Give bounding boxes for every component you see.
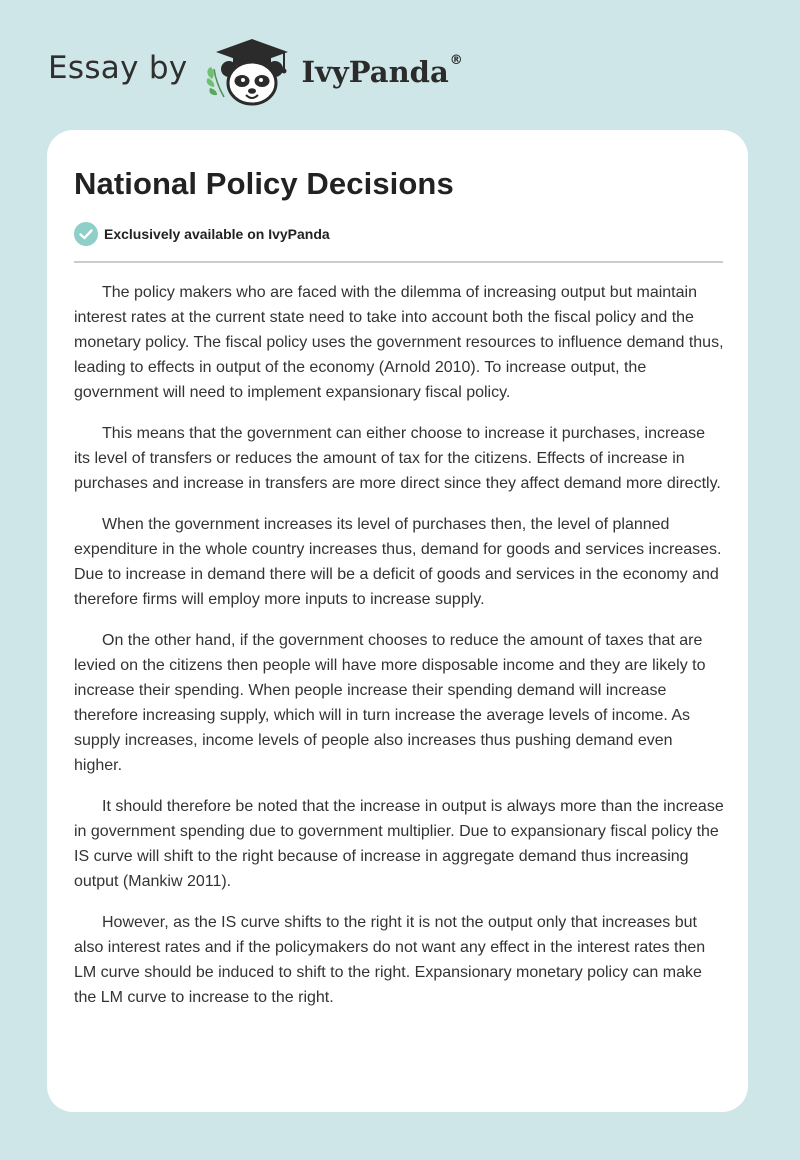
exclusive-badge-text: Exclusively available on IvyPanda [104, 226, 330, 242]
page-title: National Policy Decisions [74, 166, 454, 201]
paragraph: However, as the IS curve shifts to the right it is not the output only that increases but also interest rates and if the policymakers do not want any effect in the interest rates then LM curve should be induced to shift to the right. Expansionary monetary policy can make the LM curve to increase to the right. [74, 914, 706, 1006]
paragraph: The policy makers who are faced with the dilemma of increasing output but maintain interest rates at the current state need to take into account both the fiscal policy and the monetary policy. The fiscal policy uses the government resources to influence demand thus, leading to effects in output of the economy (Arnold 2010). To increase output, the government will need to implement expansionary fiscal policy. [74, 284, 724, 401]
exclusive-badge [74, 222, 330, 246]
brand-header[interactable] [48, 36, 463, 106]
paragraph: It should therefore be noted that the increase in output is always more than the increase in government spending due to government multiplier. Due to expansionary fiscal policy the IS curve will shift to the right because of increase in aggregate demand thus increasing output (Mankiw 2011). [74, 798, 724, 890]
paragraph: This means that the government can either choose to increase it purchases, increase its level of transfers or reduces the amount of tax for the citizens. Effects of increase in purchases and increase in transfers are more direct since they affect demand more directly. [74, 425, 721, 492]
panda-graduate-icon [202, 35, 298, 107]
brand-name: IvyPanda® [301, 53, 463, 89]
essay-body [74, 280, 724, 1026]
brand-prefix: Essay by [48, 50, 188, 86]
paragraph: On the other hand, if the government chooses to reduce the amount of taxes that are levied on the citizens then people will have more disposable income and they are likely to increase their spending. When people increase their spending demand will increase therefore increasing supply, which will in turn increase the average levels of income. As supply increases, income levels of people also increases thus pushing demand even higher. [74, 632, 706, 774]
paragraph: When the government increases its level of purchases then, the level of planned expenditure in the whole country increases thus, demand for goods and services increases. Due to increase in demand there will be a deficit of goods and services in the economy and therefore firms will employ more inputs to increase supply. [74, 516, 722, 608]
essay-card [47, 130, 748, 1112]
check-circle-icon [74, 222, 98, 246]
divider [74, 261, 723, 263]
